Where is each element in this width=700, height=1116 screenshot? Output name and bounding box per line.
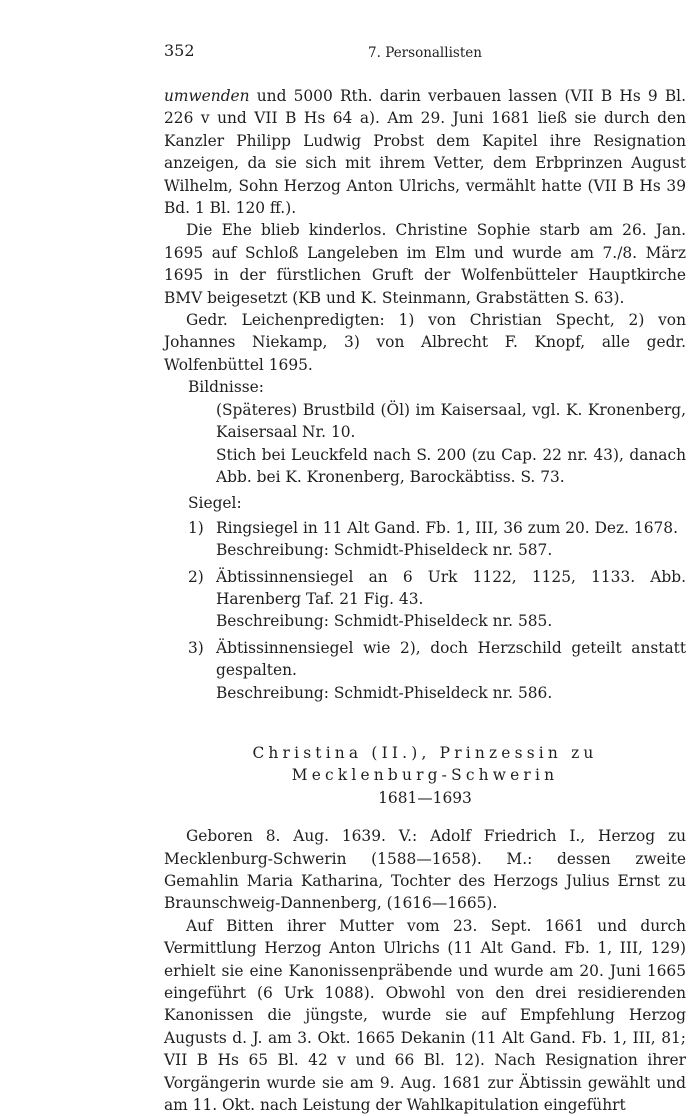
seal-item xyxy=(164,637,686,704)
portrait-entry: Stich bei Leuckfeld nach S. 200 (zu Cap. 22 nr. 43), danach Abb. bei K. Kronenberg, Barockäbtiss. S. 73. xyxy=(216,445,686,486)
italic-lead-word: umwenden xyxy=(164,87,250,105)
page-body xyxy=(164,85,686,1116)
seal-list xyxy=(164,517,686,704)
seal-text: Äbtissinnensiegel wie 2), doch Herzschild geteilt anstatt gespalten. xyxy=(216,638,686,680)
section-name-line1: Christina (II.), Prinzessin zu xyxy=(252,743,598,762)
section-years: 1681—1693 xyxy=(378,788,472,807)
seal-text: Äbtissinnensiegel an 6 Urk 1122, 1125, 1133. Abb. Harenberg Taf. 21 Fig. 43. xyxy=(216,567,686,608)
running-header xyxy=(164,40,686,62)
paragraph-birth: Geboren 8. Aug. 1639. V.: Adolf Friedrich I., Herzog zu Mecklenburg-Schwerin (1588—1658). M.: dessen zweite Gemahlin Maria Katharina, Tochter des Herzogs Julius Ernst zu Braunschweig-Dannenberg, (1616—1665). xyxy=(164,827,686,913)
running-title: 7. Personallisten xyxy=(368,45,482,61)
continuation-text: und 5000 Rth. darin verbauen lassen (VII B Hs 9 Bl. 226 v und VII B Hs 64 a). Am 29. Juni 1681 ließ sie durch den Kanzler Philipp Ludwig Probst dem Kapitel ihre Resignation anzeigen, da sie sich mit ihrem Vetter, dem Erbprinzen August Wilhelm, Sohn Herzog Anton Ulrichs, vermählt hatte (VII B Hs 39 Bd. 1 Bl. 120 ff.). xyxy=(164,87,686,218)
paragraph-marriage: Die Ehe blieb kinderlos. Christine Sophie starb am 26. Jan. 1695 auf Schloß Langeleben im Elm und wurde am 7./8. März 1695 in der fürstlichen Gruft der Wolfenbütteler Hauptkirche BMV beigesetzt (KB und K. Steinmann, Grabstätten S. 63). xyxy=(164,221,686,307)
seal-number: 1) xyxy=(188,518,204,537)
paragraph-career: Auf Bitten ihrer Mutter vom 23. Sept. 1661 und durch Vermittlung Herzog Anton Ulrichs (11 Alt Gand. Fb. 1, III, 129) erhielt sie eine Kanonissenpräbende und wurde am 20. Juni 1665 eingeführt (6 Urk 1088). Obwohl von den drei residierenden Kanonissen die jüngste, wurde sie auf Empfehlung Herzog Augusts d. J. am 3. Okt. 1665 Dekanin (11 Alt Gand. Fb. 1, III, 81; VII B Hs 65 Bl. 42 v und 66 Bl. 12). Nach Resignation ihrer Vorgängerin wurde sie am 9. Aug. 1681 zur Äbtissin gewählt und am 11. Okt. nach Leistung der Wahlkapitulation eingeführt xyxy=(164,916,686,1115)
seal-number: 2) xyxy=(188,567,204,586)
portrait-entry: (Späteres) Brustbild (Öl) im Kaisersaal, vgl. K. Kronenberg, Kaisersaal Nr. 10. xyxy=(216,400,686,442)
section-heading xyxy=(164,742,686,787)
seal-description: Beschreibung: Schmidt-Phiseldeck nr. 585. xyxy=(216,612,553,631)
seals-label: Siegel: xyxy=(188,494,242,513)
seal-number: 3) xyxy=(188,638,204,657)
seal-text: Ringsiegel in 11 Alt Gand. Fb. 1, III, 36 zum 20. Dez. 1678. xyxy=(216,518,678,537)
seal-item xyxy=(164,517,686,562)
portraits-label: Bildnisse: xyxy=(188,378,264,397)
seal-description: Beschreibung: Schmidt-Phiseldeck nr. 587. xyxy=(216,541,553,560)
paragraph-funeral-sermons: Gedr. Leichenpredigten: 1) von Christian Specht, 2) von Johannes Niekamp, 3) von Albrecht F. Knopf, alle gedr. Wolfenbüttel 1695. xyxy=(164,311,686,374)
continuation-paragraph xyxy=(164,85,686,219)
page-number: 352 xyxy=(164,41,195,60)
section-name-line2: Mecklenburg-Schwerin xyxy=(291,766,559,785)
seal-description: Beschreibung: Schmidt-Phiseldeck nr. 586. xyxy=(216,683,553,702)
seal-item xyxy=(164,566,686,633)
